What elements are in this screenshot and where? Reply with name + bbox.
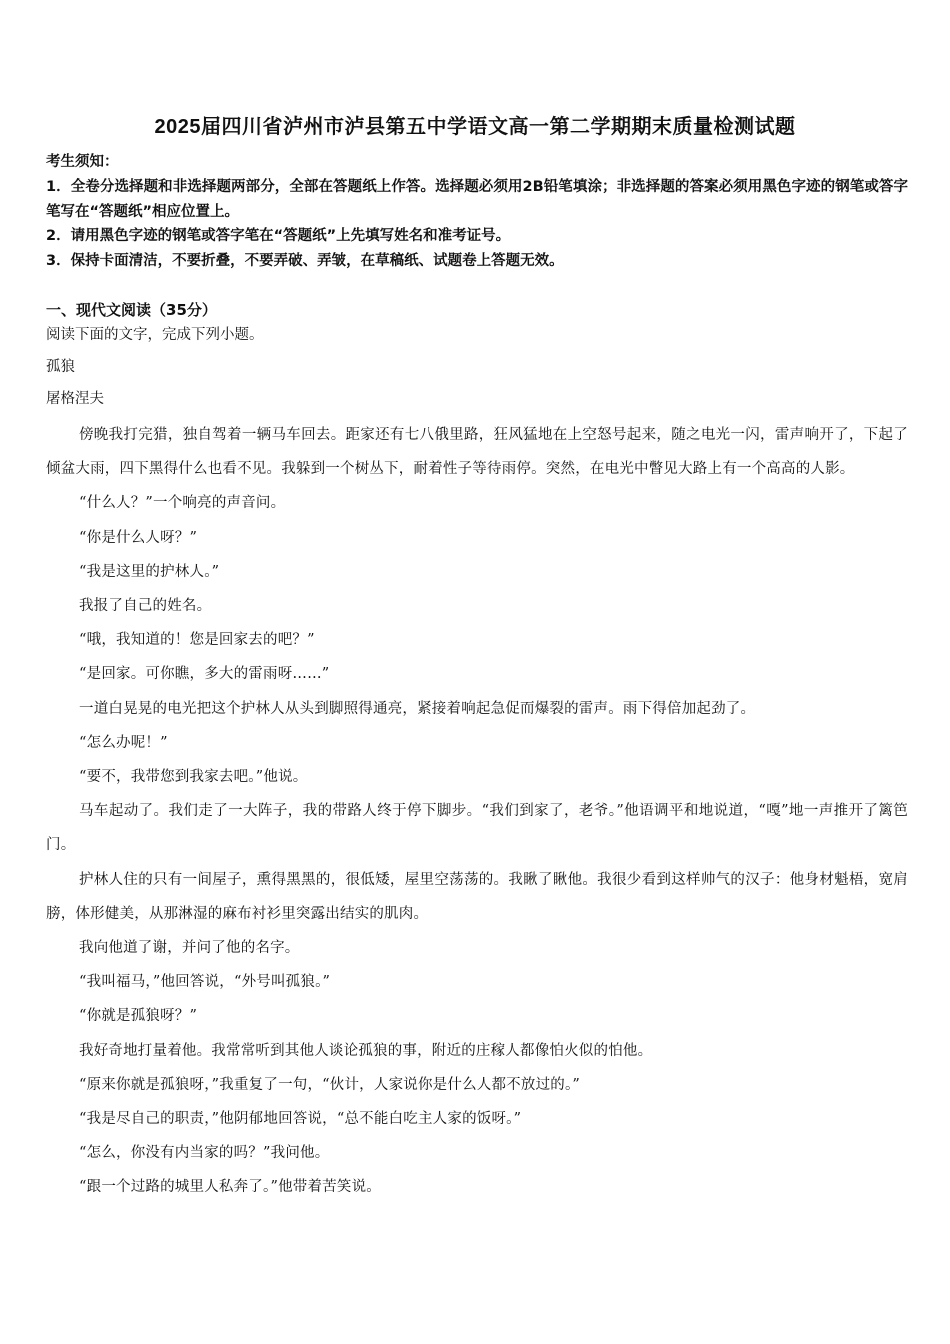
story-paragraph: 马车起动了。我们走了一大阵子，我的带路人终于停下脚步。“我们到家了，老爷。”他语调平和地说道，“嘎”地一声推开了篱笆门。	[46, 803, 908, 854]
story-paragraph: “要不，我带您到我家去吧。”他说。	[79, 769, 308, 786]
story-paragraph: 我好奇地打量着他。我常常听到其他人谈论孤狼的事，附近的庄稼人都像怕火似的怕他。	[79, 1042, 653, 1059]
story-paragraph: “怎么办呢！”	[79, 734, 168, 751]
exam-notice	[46, 150, 908, 274]
story-paragraph: 我向他道了谢，并问了他的名字。	[79, 940, 300, 957]
exam-title: 2025届四川省泸州市泸县第五中学语文高一第二学期期末质量检测试题	[154, 116, 796, 138]
notice-heading: 考生须知：	[46, 154, 119, 170]
story-paragraph: “你是什么人呀？”	[79, 529, 198, 546]
story-paragraph: “怎么，你没有内当家的吗？”我问他。	[79, 1145, 330, 1162]
reading-section	[46, 298, 908, 1205]
story-paragraph: 我报了自己的姓名。	[79, 598, 212, 615]
story-text	[46, 418, 908, 1205]
story-paragraph: “我是这里的护林人。”	[79, 563, 220, 580]
story-paragraph: 一道白晃晃的电光把这个护林人从头到脚照得通亮，紧接着响起急促而爆裂的雷声。雨下得倍加起劲了。	[79, 700, 756, 717]
section-heading: 一、现代文阅读（35分）	[46, 301, 217, 319]
story-paragraph: 护林人住的只有一间屋子，熏得黑黑的，很低矮，屋里空荡荡的。我瞅了瞅他。我很少看到这样帅气的汉子：他身材魁梧，宽肩膀，体形健美，从那淋湿的麻布衬衫里突露出结实的肌肉。	[46, 871, 908, 922]
story-paragraph: 傍晚我打完猎，独自驾着一辆马车回去。距家还有七八俄里路，狂风猛地在上空怒号起来，随之电光一闪，雷声响开了，下起了倾盆大雨，四下黑得什么也看不见。我躲到一个树丛下，耐着性子等待雨停。突然，在电光中瞥见大路上有一个高高的人影。	[46, 427, 908, 478]
story-paragraph: “原来你就是孤狼呀，”我重复了一句，“伙计，人家说你是什么人都不放过的。”	[79, 1076, 581, 1093]
story-author: 屠格涅夫	[46, 391, 104, 407]
section-instruction: 阅读下面的文字，完成下列小题。	[46, 327, 264, 343]
notice-item-2: 2．请用黑色字迹的钢笔或答字笔在“答题纸”上先填写姓名和准考证号。	[46, 228, 511, 245]
story-paragraph: “什么人？”一个响亮的声音问。	[79, 495, 286, 512]
story-paragraph: “哦，我知道的！您是回家去的吧？”	[79, 632, 315, 649]
story-paragraph: “跟一个过路的城里人私奔了。”他带着苦笑说。	[79, 1179, 381, 1196]
story-paragraph: “你就是孤狼呀？”	[79, 1008, 198, 1025]
story-paragraph: “是回家。可你瞧，多大的雷雨呀……”	[79, 666, 330, 683]
notice-item-1: 1．全卷分选择题和非选择题两部分，全部在答题纸上作答。选择题必须用2B铅笔填涂；非选择题的答案必须用黑色字迹的钢笔或答字笔写在“答题纸”相应位置上。	[46, 178, 908, 220]
story-paragraph: “我叫福马，”他回答说，“外号叫孤狼。”	[79, 974, 331, 991]
story-paragraph: “我是尽自己的职责，”他阴郁地回答说，“总不能白吃主人家的饭呀。”	[79, 1111, 522, 1128]
notice-item-3: 3．保持卡面清洁，不要折叠，不要弄破、弄皱，在草稿纸、试题卷上答题无效。	[46, 253, 564, 270]
story-title: 孤狼	[46, 359, 75, 375]
